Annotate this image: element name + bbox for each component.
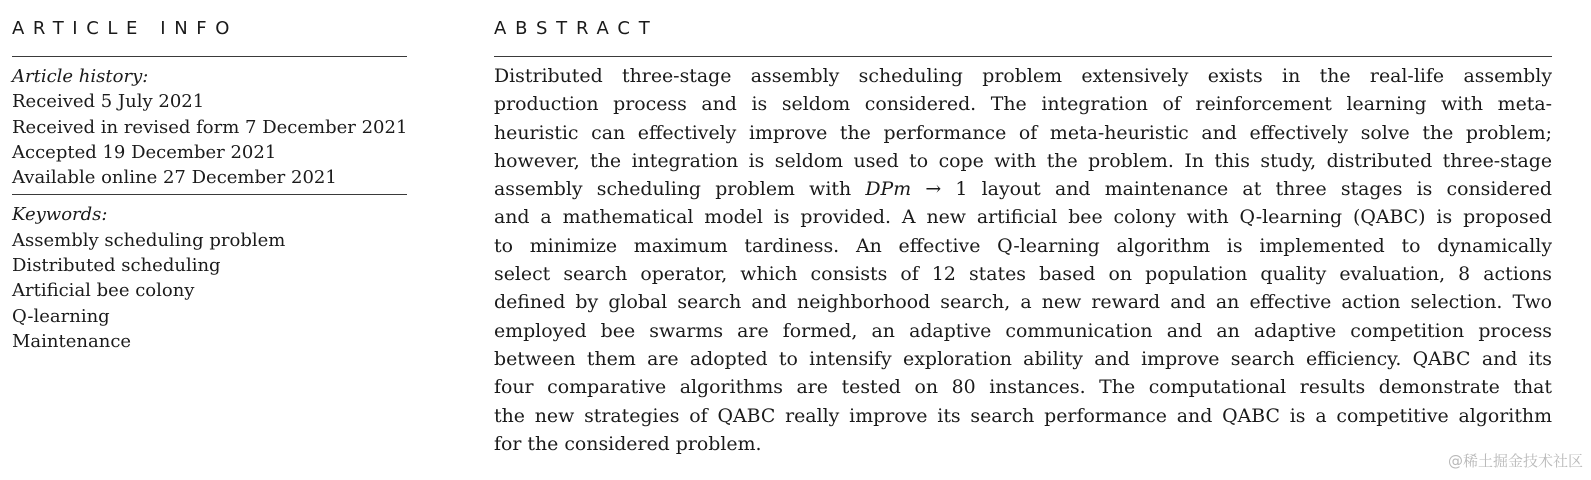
arrow-symbol: → bbox=[925, 178, 942, 201]
article-history-label: Article history: bbox=[12, 66, 149, 87]
history-online: Available online 27 December 2021 bbox=[12, 167, 337, 189]
layout-symbol: DPm bbox=[865, 178, 912, 201]
abstract-line-math-lead: assembly scheduling problem with bbox=[494, 178, 866, 201]
keyword-item: Maintenance bbox=[12, 330, 132, 352]
abstract-heading: ABSTRACT bbox=[494, 18, 659, 39]
history-accepted: Accepted 19 December 2021 bbox=[12, 141, 277, 163]
keyword-item: Assembly scheduling problem bbox=[12, 229, 286, 251]
keyword-item: Artificial bee colony bbox=[12, 280, 195, 302]
abstract-line: for the considered problem. bbox=[494, 432, 762, 455]
abstract-line: Distributed three-stage assembly scheduling problem extensively exists in the real-life assembly bbox=[494, 65, 1552, 87]
abstract-line: defined by global search and neighborhood search, a new reward and an effective action selection. Two bbox=[494, 291, 1552, 314]
article-info-heading: ARTICLE INFO bbox=[12, 18, 239, 39]
abstract-line: production process and is seldom considered. The integration of reinforcement learning with meta- bbox=[494, 93, 1552, 116]
article-info-section bbox=[12, 0, 407, 358]
history-received: Received 5 July 2021 bbox=[12, 91, 205, 113]
abstract-line: however, the integration is seldom used to cope with the problem. In this study, distributed three-stage bbox=[494, 149, 1552, 172]
abstract-section bbox=[494, 0, 1552, 458]
keywords bbox=[12, 195, 407, 358]
abstract-line-math bbox=[494, 175, 1552, 203]
abstract-line: heuristic can effectively improve the performance of meta-heuristic and effectively solve the problem; bbox=[494, 121, 1552, 144]
abstract-line: employed bee swarms are formed, an adaptive communication and an adaptive competition process bbox=[494, 319, 1552, 342]
history-revised: Received in revised form 7 December 2021 bbox=[12, 116, 408, 138]
keywords-label: Keywords: bbox=[12, 204, 108, 226]
abstract-line: between them are adopted to intensify exploration ability and improve search efficiency. QABC and its bbox=[494, 347, 1552, 370]
keyword-item: Q-learning bbox=[12, 305, 110, 327]
abstract-line: four comparative algorithms are tested on 80 instances. The computational results demonstrate that bbox=[494, 376, 1552, 399]
keyword-item: Distributed scheduling bbox=[12, 255, 221, 277]
abstract-line: select search operator, which consists of 12 states based on population quality evaluation, 8 actions bbox=[494, 263, 1552, 286]
abstract-line-math-tail: 1 layout and maintenance at three stages is considered bbox=[941, 178, 1552, 201]
abstract-body bbox=[494, 57, 1552, 458]
abstract-line: to minimize maximum tardiness. An effective Q-learning algorithm is implemented to dynamically bbox=[494, 234, 1552, 257]
abstract-line: and a mathematical model is provided. A new artificial bee colony with Q-learning (QABC) is proposed bbox=[494, 206, 1552, 229]
watermark: @稀土掘金技术社区 bbox=[1447, 452, 1583, 470]
article-history bbox=[12, 57, 407, 194]
abstract-line: the new strategies of QABC really improve its search performance and QABC is a competitive algorithm bbox=[494, 404, 1552, 427]
